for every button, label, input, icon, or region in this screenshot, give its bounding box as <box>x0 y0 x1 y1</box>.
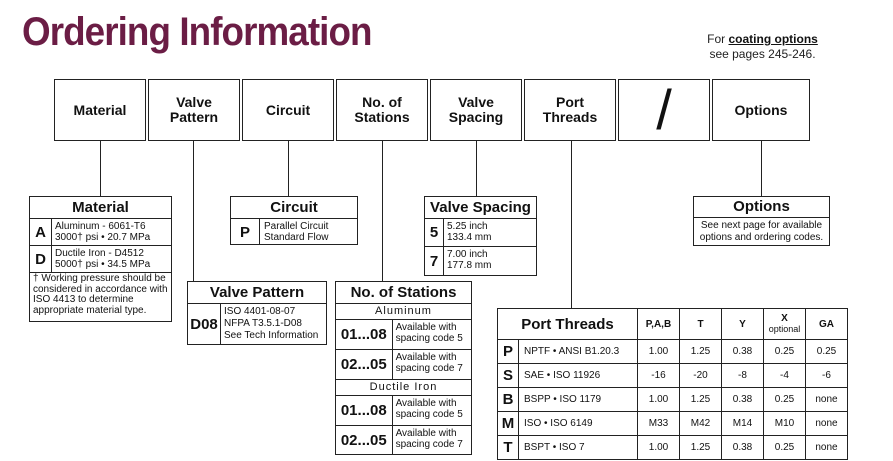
valve-spacing-mm: 177.8 mm <box>447 260 492 271</box>
cell: 1.00 <box>638 388 680 412</box>
table-row <box>498 412 848 436</box>
port-code: P <box>498 340 519 364</box>
valve-spacing-inch: 5.25 inch <box>447 221 488 232</box>
header-options <box>712 79 810 141</box>
header-port-threads-label: Port Threads <box>542 94 598 125</box>
material-row <box>30 219 171 246</box>
header-slash <box>618 79 710 141</box>
cell: 0.25 <box>764 340 806 364</box>
cell: 0.25 <box>764 388 806 412</box>
connector-spacing <box>476 141 477 196</box>
port-code: T <box>498 436 519 460</box>
coating-note <box>690 32 835 62</box>
cell: M42 <box>680 412 722 436</box>
material-rating: 3000† psi • 20.7 MPa <box>55 232 151 243</box>
material-desc: Aluminum - 6061-T6 <box>55 221 146 232</box>
valve-spacing-code: 5 <box>425 219 444 246</box>
stations-group-aluminum: Aluminum <box>336 304 471 320</box>
valve-spacing-box <box>424 196 537 276</box>
stations-row <box>336 320 471 350</box>
cell: M33 <box>638 412 680 436</box>
stations-row <box>336 396 471 426</box>
circuit-title: Circuit <box>231 197 357 219</box>
header-material-label: Material <box>73 101 127 118</box>
coating-pages: see pages 245-246. <box>709 47 816 61</box>
cell: 0.38 <box>722 436 764 460</box>
table-row <box>498 436 848 460</box>
cell: M14 <box>722 412 764 436</box>
options-text: See next page for available options and ordering codes. <box>699 220 824 243</box>
cell: -16 <box>638 364 680 388</box>
connector-options <box>761 141 762 196</box>
port-code: B <box>498 388 519 412</box>
coating-options-link[interactable]: coating options <box>728 32 818 46</box>
port-desc: SAE • ISO 11926 <box>519 364 638 388</box>
valve-pattern-line: See Tech Information <box>224 330 319 341</box>
connector-circuit <box>288 141 289 196</box>
column-header: P,A,B <box>638 309 680 340</box>
port-desc: BSPP • ISO 1179 <box>519 388 638 412</box>
column-header-x: X <box>781 313 788 324</box>
cell: -20 <box>680 364 722 388</box>
material-title: Material <box>30 197 171 219</box>
circuit-box <box>230 196 358 245</box>
stations-desc: Available with spacing code 7 <box>395 428 463 450</box>
header-valve-pattern <box>148 79 240 141</box>
port-desc: NPTF • ANSI B1.20.3 <box>519 340 638 364</box>
cell: 0.38 <box>722 340 764 364</box>
header-circuit-label: Circuit <box>265 101 311 118</box>
stations-desc: Available with spacing code 5 <box>395 398 463 420</box>
port-code: S <box>498 364 519 388</box>
header-material <box>54 79 146 141</box>
port-code: M <box>498 412 519 436</box>
stations-row <box>336 350 471 380</box>
header-valve-pattern-label: Valve Pattern <box>169 94 219 125</box>
options-box <box>693 196 830 246</box>
column-header: Y <box>722 309 764 340</box>
port-desc: ISO • ISO 6149 <box>519 412 638 436</box>
valve-pattern-title: Valve Pattern <box>188 282 326 304</box>
port-threads-title: Port Threads <box>498 309 638 340</box>
cell: none <box>806 412 848 436</box>
cell: 1.25 <box>680 436 722 460</box>
valve-spacing-mm: 133.4 mm <box>447 232 492 243</box>
column-header-optional: optional <box>768 324 801 334</box>
stations-title: No. of Stations <box>336 282 471 304</box>
connector-port-threads <box>571 141 572 308</box>
material-row <box>30 246 171 273</box>
material-code: A <box>30 219 52 245</box>
material-desc: Ductile Iron - D4512 <box>55 248 144 259</box>
circuit-line: Standard Flow <box>264 232 329 243</box>
circuit-line: Parallel Circuit <box>264 221 329 232</box>
valve-spacing-inch: 7.00 inch <box>447 249 488 260</box>
connector-valve-pattern <box>193 141 194 281</box>
cell: 0.25 <box>806 340 848 364</box>
cell: 1.00 <box>638 436 680 460</box>
port-threads-table <box>497 308 848 460</box>
options-title: Options <box>694 197 829 218</box>
valve-spacing-row <box>425 219 536 247</box>
table-row <box>498 364 848 388</box>
connector-stations <box>382 141 383 281</box>
valve-spacing-code: 7 <box>425 247 444 275</box>
cell: -8 <box>722 364 764 388</box>
valve-spacing-row <box>425 247 536 275</box>
material-code: D <box>30 246 52 272</box>
port-desc: BSPT • ISO 7 <box>519 436 638 460</box>
slash-separator: / <box>656 78 672 141</box>
cell: 1.25 <box>680 388 722 412</box>
cell: 1.00 <box>638 340 680 364</box>
circuit-code: P <box>231 219 260 245</box>
valve-pattern-line: NFPA T3.5.1-D08 <box>224 318 302 329</box>
connector-material <box>100 141 101 196</box>
material-rating: 5000† psi • 34.5 MPa <box>55 259 151 270</box>
valve-spacing-title: Valve Spacing <box>425 197 536 219</box>
table-row <box>498 388 848 412</box>
stations-box <box>335 281 472 455</box>
header-options-label: Options <box>734 101 788 118</box>
cell: 1.25 <box>680 340 722 364</box>
stations-desc: Available with spacing code 7 <box>395 352 463 374</box>
stations-row <box>336 426 471 455</box>
header-port-threads <box>524 79 616 141</box>
stations-code: 02...05 <box>336 426 393 455</box>
cell: 0.25 <box>764 436 806 460</box>
header-valve-spacing-label: Valve Spacing <box>448 94 504 125</box>
table-row <box>498 340 848 364</box>
header-stations-label: No. of Stations <box>354 94 410 125</box>
cell: M10 <box>764 412 806 436</box>
coating-prefix: For <box>707 32 729 46</box>
column-header <box>764 309 806 340</box>
cell: 0.38 <box>722 388 764 412</box>
page-title: Ordering Information <box>22 10 372 54</box>
valve-pattern-box <box>187 281 327 345</box>
cell: none <box>806 388 848 412</box>
stations-desc: Available with spacing code 5 <box>395 322 463 344</box>
valve-pattern-line: ISO 4401-08-07 <box>224 306 296 317</box>
stations-code: 01...08 <box>336 320 393 349</box>
stations-code: 02...05 <box>336 350 393 379</box>
column-header: T <box>680 309 722 340</box>
header-stations <box>336 79 428 141</box>
cell: none <box>806 436 848 460</box>
cell: -4 <box>764 364 806 388</box>
port-threads-box <box>497 308 848 460</box>
stations-code: 01...08 <box>336 396 393 425</box>
stations-group-ductile-iron: Ductile Iron <box>336 380 471 396</box>
cell: -6 <box>806 364 848 388</box>
column-header: GA <box>806 309 848 340</box>
valve-pattern-code: D08 <box>188 304 221 345</box>
header-circuit <box>242 79 334 141</box>
header-valve-spacing <box>430 79 522 141</box>
material-note: † Working pressure should be considered in accordance with ISO 4413 to determine appropriate material type. <box>33 273 168 316</box>
material-box <box>29 196 172 322</box>
